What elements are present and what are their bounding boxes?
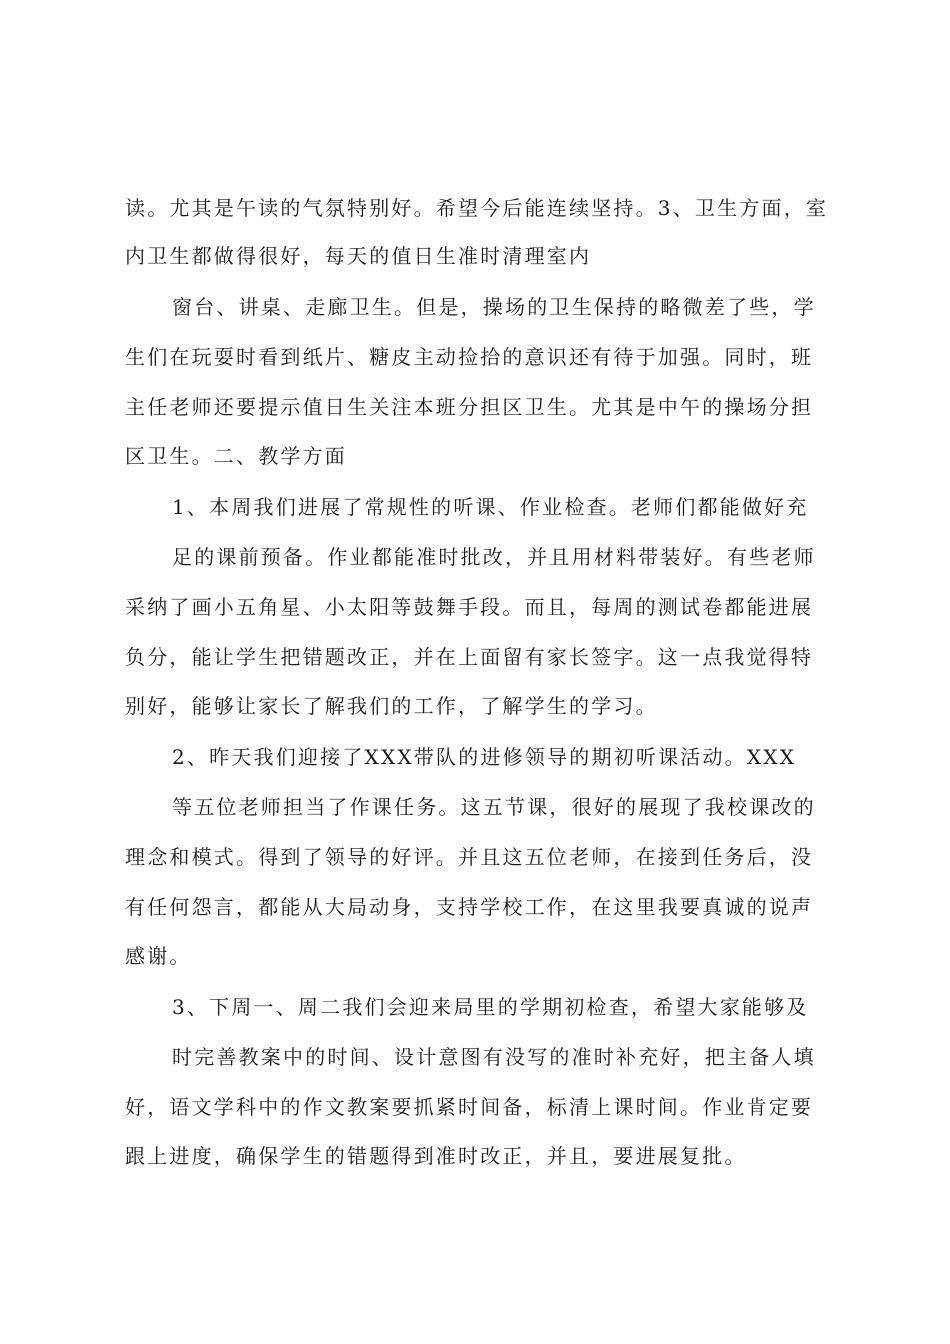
text-line: 感谢。 xyxy=(125,944,192,968)
text-line: 采纳了画小五角星、小太阳等鼓舞手段。而且，每周的测试卷都能进展 xyxy=(125,595,814,619)
text-line: 生们在玩耍时看到纸片、糖皮主动捡拾的意识还有待于加强。同时，班 xyxy=(125,345,814,369)
text-line: 跟上进度，确保学生的错题得到准时改正，并且，要进展复批。 xyxy=(125,1144,747,1168)
text-line: 负分，能让学生把错题改正，并在上面留有家长签字。这一点我觉得特 xyxy=(125,645,814,669)
text-line: 3、下周一、周二我们会迎来局里的学期初检查，希望大家能够及 xyxy=(172,995,809,1019)
text-line: 等五位老师担当了作课任务。这五节课，很好的展现了我校课改的 xyxy=(172,795,816,819)
text-line: 区卫生。二、教学方面 xyxy=(125,444,347,468)
text-line: 别好，能够让家长了解我们的工作，了解学生的学习。 xyxy=(125,694,658,718)
text-line: 2、昨天我们迎接了XXX带队的进修领导的期初听课活动。XXX xyxy=(172,745,797,769)
text-line: 时完善教案中的时间、设计意图有没写的准时补充好，把主备人填 xyxy=(172,1045,816,1069)
text-line: 内卫生都做得很好，每天的值日生准时清理室内 xyxy=(125,244,592,268)
text-line: 窗台、讲桌、走廊卫生。但是，操场的卫生保持的略微差了些，学 xyxy=(172,295,816,319)
text-line: 好，语文学科中的作文教案要抓紧时间备，标清上课时间。作业肯定要 xyxy=(125,1095,814,1119)
text-line: 1、本周我们进展了常规性的听课、作业检查。老师们都能做好充 xyxy=(172,495,809,519)
text-line: 理念和模式。得到了领导的好评。并且这五位老师，在接到任务后，没 xyxy=(125,845,814,869)
text-line: 足的课前预备。作业都能准时批改，并且用材料带装好。有些老师 xyxy=(172,545,816,569)
text-line: 有任何怨言，都能从大局动身，支持学校工作，在这里我要真诚的说声 xyxy=(125,895,814,919)
text-line: 主任老师还要提示值日生关注本班分担区卫生。尤其是中午的操场分担 xyxy=(125,395,814,419)
text-line: 读。尤其是午读的气氛特别好。希望今后能连续坚持。3、卫生方面，室 xyxy=(125,196,829,220)
